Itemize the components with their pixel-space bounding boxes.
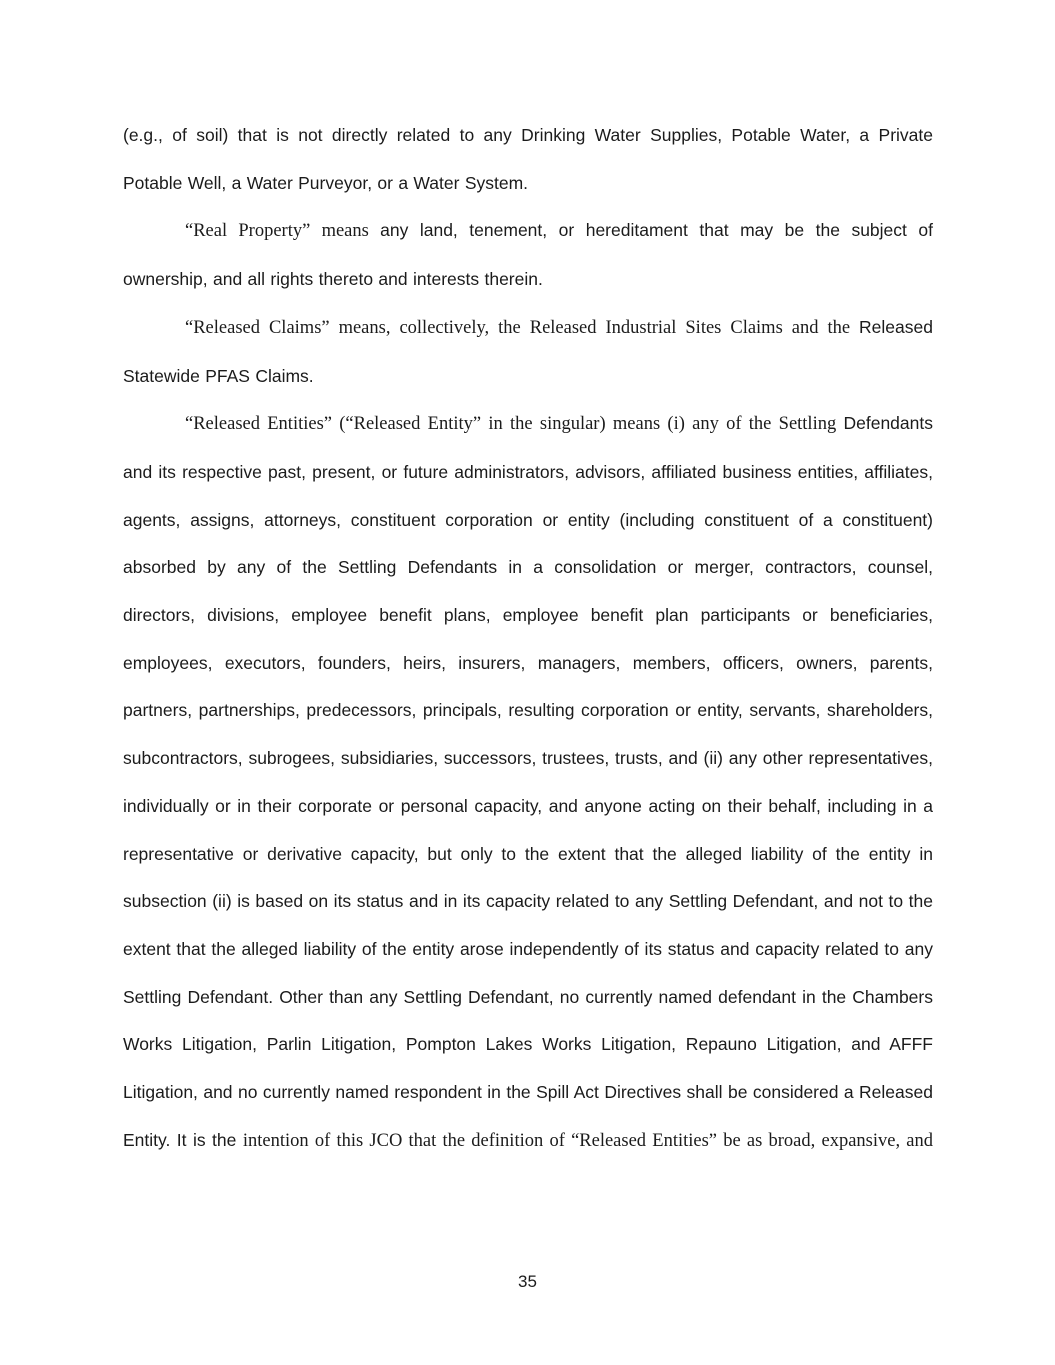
page-number: 35 bbox=[518, 1272, 537, 1291]
paragraph bbox=[123, 207, 933, 303]
text-segment: “Released Claims” means, collectively, the Released Industrial Sites Claims and the bbox=[185, 317, 860, 338]
text-segment: Released Statewide PFAS Claims. bbox=[123, 316, 933, 386]
text-segment: “Real Property” means bbox=[185, 221, 381, 242]
text-segment: (e.g., of soil) that is not directly related to any Drinking Water Supplies, Potable Water, a Private Potable Well, a Water Purveyor, or a Water System. bbox=[123, 125, 933, 193]
paragraph bbox=[123, 400, 933, 1165]
text-segment: “Released Entities” (“Released Entity” in the singular) means (i) any of the Settling bbox=[185, 414, 844, 435]
paragraph bbox=[123, 112, 933, 207]
paragraph bbox=[123, 304, 933, 400]
text-segment: Defendants and its respective past, present, or future administrators, advisors, affiliated business entities, affiliates, agents, assigns, attorneys, constituent corporation or entity (including constituent of a constituent) absorbed by any of the Settling Defendants in a consolidation or merger, contractors, counsel, directors, divisions, employee benefit plans, employee benefit plan participants or beneficiaries, employees, executors, founders, heirs, insurers, managers, members, officers, owners, parents, partners, partnerships, predecessors, principals, resulting corporation or entity, servants, shareholders, subcontractors, subrogees, subsidiaries, successors, trustees, trusts, and (ii) any other representatives, individually or in their corporate or personal capacity, and anyone acting on their behalf, including in a representative or derivative capacity, but only to the extent that the alleged liability of the entity in subsection (ii) is based on its status and in its capacity related to any Settling Defendant, and not to the extent that the alleged liability of the entity arose independently of its status and capacity related to any Settling Defendant. Other than any Settling Defendant, no currently named defendant in the Chambers Works Litigation, Parlin Litigation, Pompton Lakes Works Litigation, Repauno Litigation, and AFFF Litigation, and no currently named respondent in the Spill Act Directives shall be considered a Released Entity. It is the bbox=[123, 413, 933, 1150]
text-segment: intention of this JCO that the definition of “Released Entities” be as broad, expansive, and bbox=[242, 1130, 934, 1151]
document-body bbox=[123, 112, 933, 1165]
text-segment: any land, tenement, or hereditament that may be the subject of ownership, and all rights thereto and interests therein. bbox=[123, 220, 934, 290]
